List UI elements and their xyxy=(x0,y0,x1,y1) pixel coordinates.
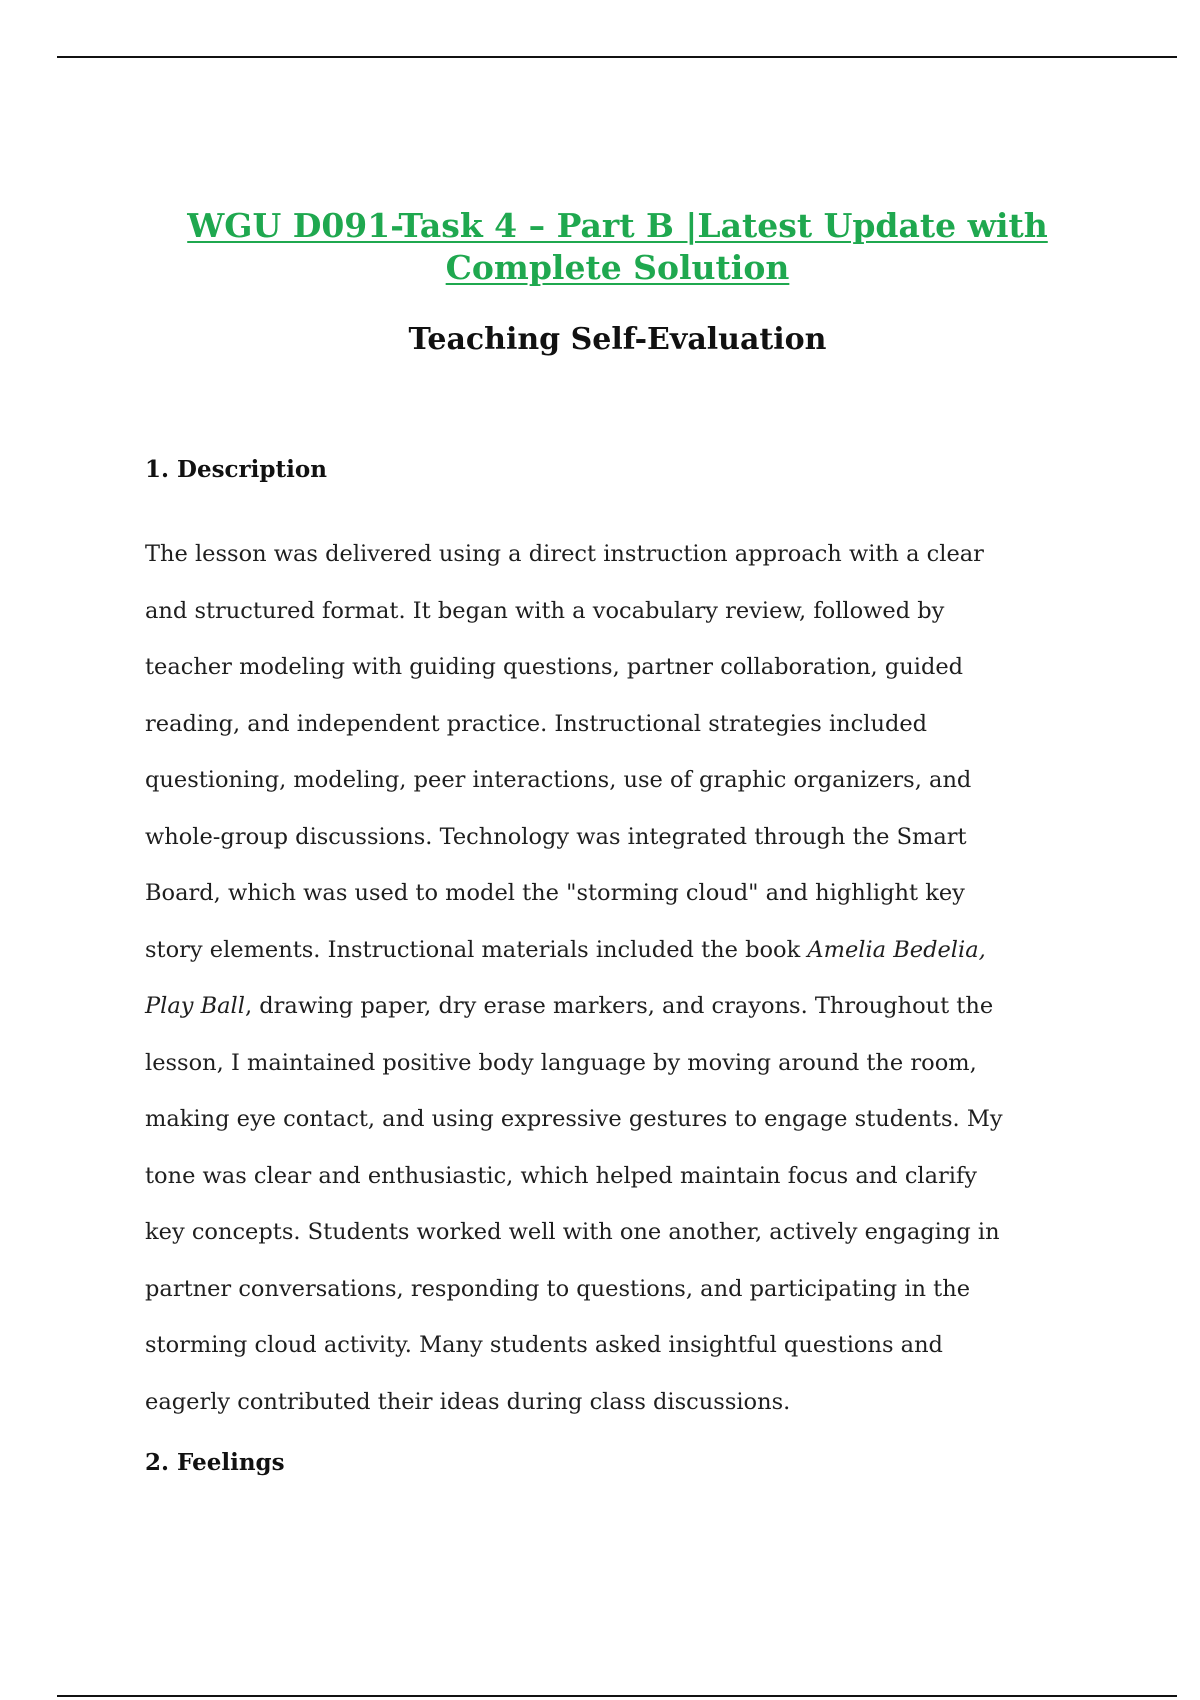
title-line-2: Complete Solution xyxy=(445,248,790,287)
paragraph-line: making eye contact, and using expressive gestures to engage students. My xyxy=(145,1106,1003,1132)
paragraph-line: The lesson was delivered using a direct instruction approach with a clear xyxy=(145,541,984,567)
book-title-part-2: Play Ball xyxy=(145,993,245,1019)
paragraph-line: partner conversations, responding to questions, and participating in the xyxy=(145,1275,971,1302)
paragraph-line: key concepts. Students worked well with one another, actively engaging in xyxy=(145,1219,1000,1245)
paragraph-line: whole-group discussions. Technology was integrated through the Smart xyxy=(145,823,967,850)
paragraph-line: teacher modeling with guiding questions, partner collaboration, guided xyxy=(145,654,964,680)
paragraph-line: eagerly contributed their ideas during class discussions. xyxy=(145,1388,791,1415)
top-divider xyxy=(57,56,1177,58)
paragraph-line-book xyxy=(145,922,1070,979)
paragraph-line: and structured format. It began with a vocabulary review, followed by xyxy=(145,597,945,624)
description-paragraph xyxy=(145,526,1070,1430)
paragraph-text: , drawing paper, dry erase markers, and crayons. Throughout the xyxy=(244,993,994,1019)
section-heading-feelings: 2. Feelings xyxy=(145,1449,285,1476)
paragraph-line: storming cloud activity. Many students asked insightful questions and xyxy=(145,1332,943,1358)
paragraph-line: Board, which was used to model the "storming cloud" and highlight key xyxy=(145,880,965,906)
paragraph-line: questioning, modeling, peer interactions, use of graphic organizers, and xyxy=(145,767,972,793)
paragraph-line: tone was clear and enthusiastic, which helped maintain focus and clarify xyxy=(145,1162,978,1189)
document-title xyxy=(100,205,1135,289)
title-line-1: WGU D091-Task 4 – Part B |Latest Update with xyxy=(187,206,1048,245)
paragraph-line: lesson, I maintained positive body language by moving around the room, xyxy=(145,1049,977,1076)
bottom-divider xyxy=(57,1695,1177,1697)
paragraph-line-book xyxy=(145,978,1070,1035)
paragraph-line: reading, and independent practice. Instructional strategies included xyxy=(145,710,928,737)
section-heading-description: 1. Description xyxy=(145,456,327,483)
document-subtitle: Teaching Self-Evaluation xyxy=(408,322,827,357)
paragraph-text: story elements. Instructional materials included the book xyxy=(145,936,808,963)
book-title-part-1: Amelia Bedelia, xyxy=(807,936,986,963)
